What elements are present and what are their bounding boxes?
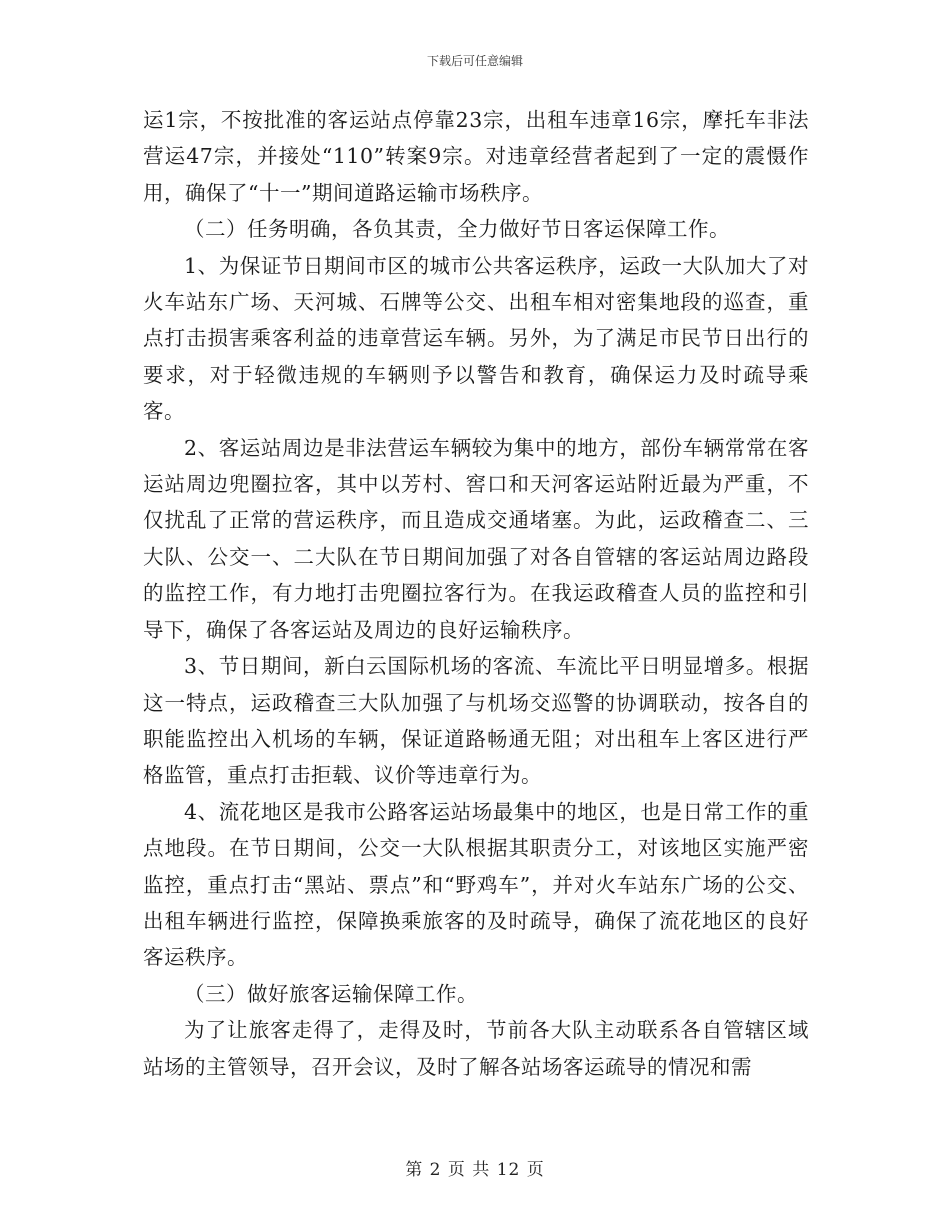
section-heading-3: （三）做好旅客运输保障工作。 (184, 981, 478, 1006)
paragraph-item-2: 2、客运站周边是非法营运车辆较为集中的地方，部份车辆常常在客运站周边兜圈拉客，其中以芳村、窖口和天河客运站附近最为严重，不仅扰乱了正常的营运秩序，而且造成交通堵塞。为此，运政稽查二、三大队、公交一、二大队在节日期间加强了对各自管辖的客运站周边路段的监控工作，有力地打击兜圈拉客行为。在我运政稽查人员的监控和引导下，确保了各客运站及周边的良好运输秩序。 (143, 435, 809, 642)
page-header: 下载后可任意编辑 (426, 54, 523, 68)
paragraph-section-3: 为了让旅客走得了，走得及时，节前各大队主动联系各自管辖区域站场的主管领导，召开会议，及时了解各站场客运疏导的情况和需 (143, 1018, 809, 1079)
section-heading-2: （二）任务明确，各负其责，全力做好节日客运保障工作。 (184, 217, 730, 242)
paragraph-item-1: 1、为保证节日期间市区的城市公共客运秩序，运政一大队加大了对火车站东广场、天河城、石牌等公交、出租车相对密集地段的巡查，重点打击损害乘客利益的违章营运车辆。另外，为了满足市民节日出行的要求，对于轻微违规的车辆则予以警告和教育，确保运力及时疏导乘客。 (143, 253, 809, 424)
page-number-footer: 第 2 页 共 12 页 (405, 1160, 545, 1180)
paragraph-item-4: 4、流花地区是我市公路客运站场最集中的地区，也是日常工作的重点地段。在节日期间，公交一大队根据其职责分工，对该地区实施严密监控，重点打击“黑站、票点”和“野鸡车”，并对火车站东广场的公交、出租车辆进行监控，保障换乘旅客的及时疏导，确保了流花地区的良好客运秩序。 (143, 799, 809, 970)
document-body (143, 102, 809, 1085)
paragraph-continuation: 运1宗，不按批准的客运站点停靠23宗，出租车违章16宗，摩托车非法营运47宗，并接处“110”转案9宗。对违章经营者起到了一定的震慑作用，确保了“十一”期间道路运输市场秩序。 (143, 108, 809, 205)
paragraph-item-3: 3、节日期间，新白云国际机场的客流、车流比平日明显增多。根据这一特点，运政稽查三大队加强了与机场交巡警的协调联动，按各自的职能监控出入机场的车辆，保证道路畅通无阻；对出租车上客区进行严格监管，重点打击拒载、议价等违章行为。 (143, 654, 809, 788)
